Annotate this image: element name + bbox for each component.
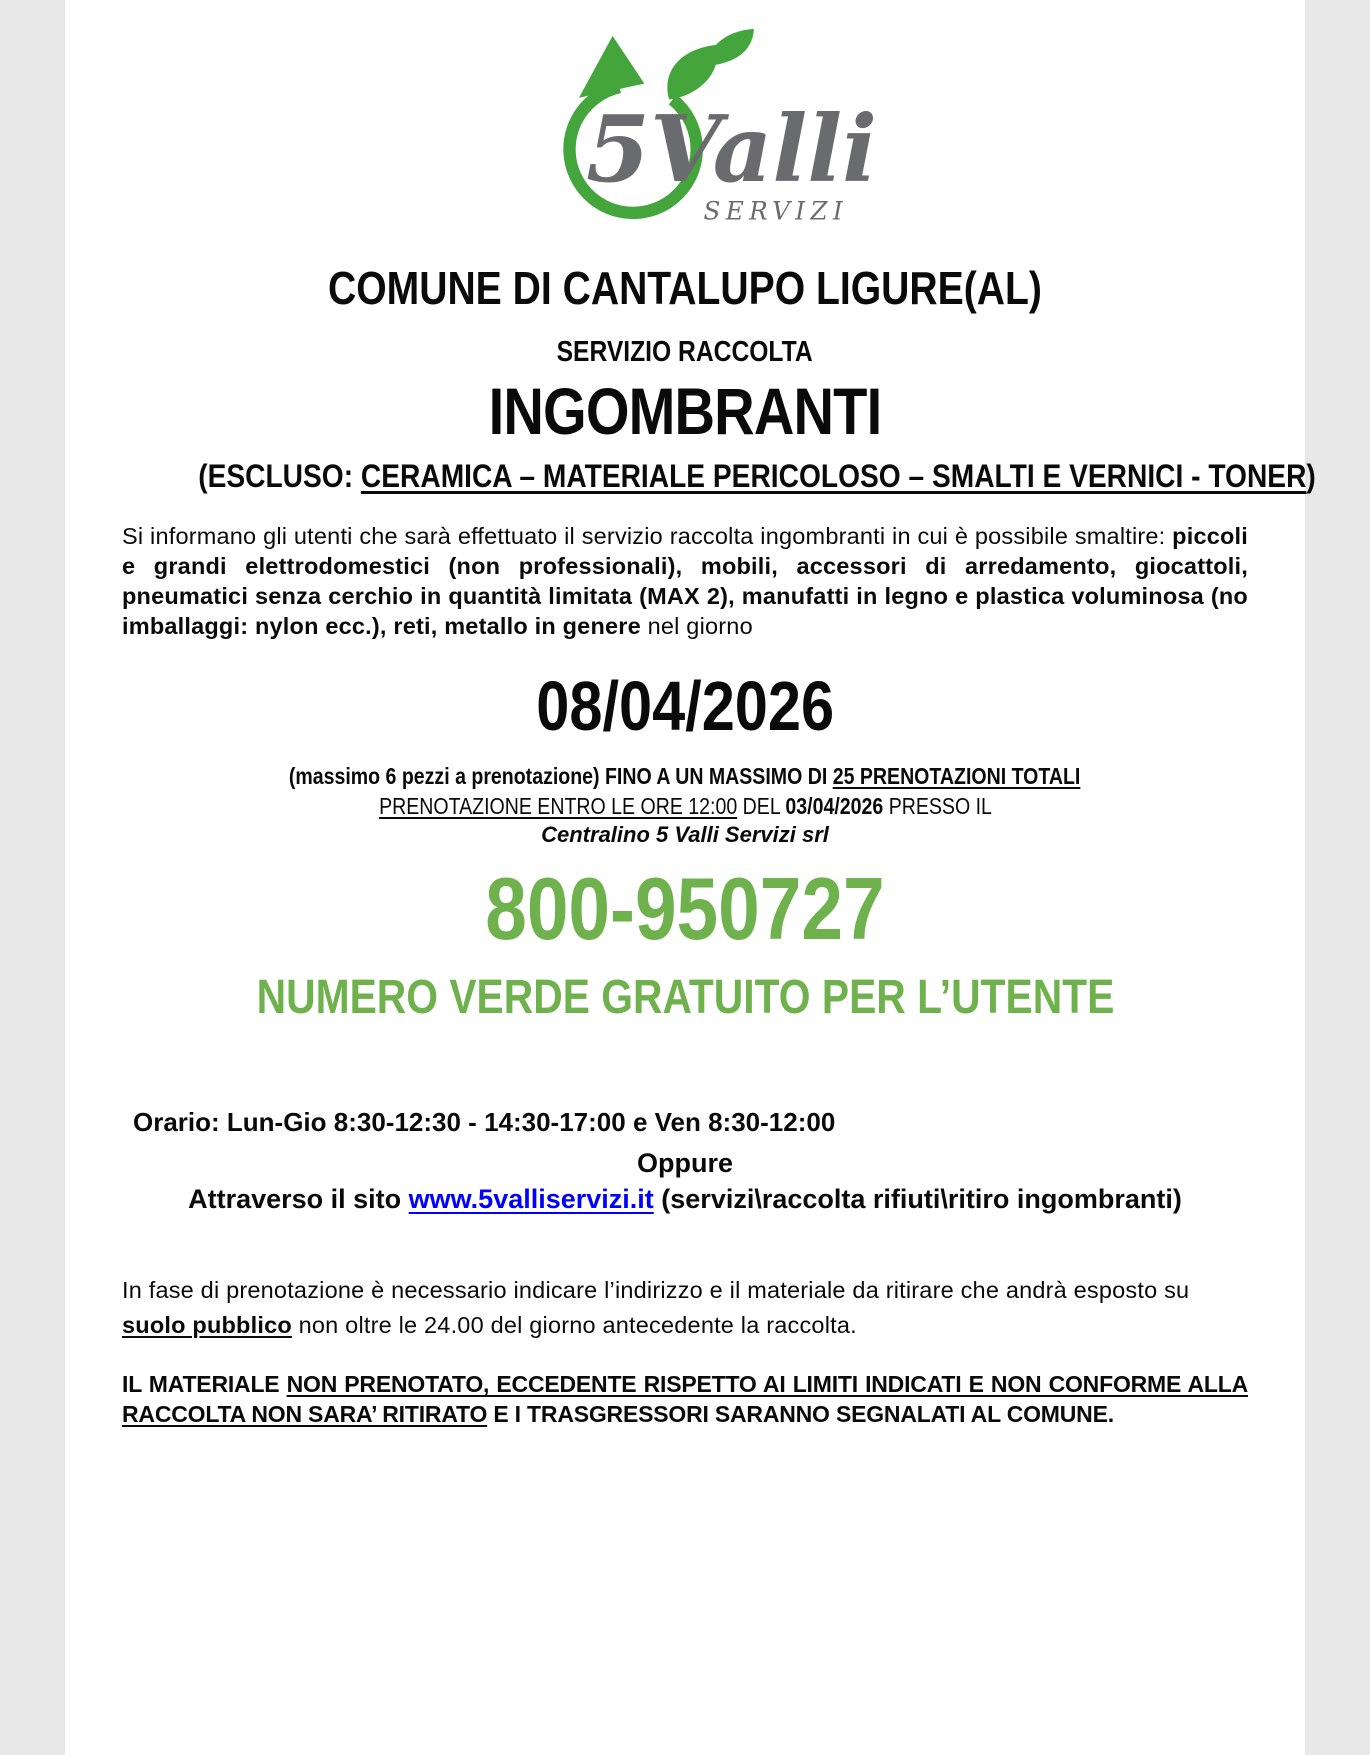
5valli-logo-icon [494, 20, 876, 232]
municipality-title [122, 263, 1248, 314]
booking-deadline-date: 03/04/2026 [784, 792, 883, 819]
excluded-prefix: (ESCLUSO: [198, 457, 361, 494]
collection-date [122, 666, 1248, 745]
excluded-suffix: ) [1306, 457, 1316, 494]
booking-deadline-underlined: PRENOTAZIONE ENTRO LE ORE 12:00 [378, 792, 737, 819]
flyer-page [65, 0, 1316, 1755]
website-line [122, 1181, 1248, 1217]
logo-subtext: SERVIZI [703, 196, 848, 226]
warning-suffix: E I TRASGRESSORI SARANNO SEGNALATI AL COMUNE. [487, 1401, 1114, 1428]
service-type-title [122, 373, 1248, 448]
website-suffix: (servizi\raccolta rifiuti\ritiro ingombranti) [653, 1184, 1182, 1215]
logo [122, 0, 1248, 237]
intro-paragraph [122, 521, 1248, 641]
toll-free-number [122, 858, 1248, 958]
toll-free-number-text: 800-950727 [485, 858, 885, 958]
booking-deadline-suffix: PRESSO IL [882, 792, 992, 819]
booking-operator-line: Centralino 5 Valli Servizi srl [541, 821, 829, 847]
excluded-line-text [198, 458, 1316, 495]
logo-brand-text: 5Valli [586, 94, 878, 203]
booking-deadline-mid: DEL [736, 792, 785, 819]
info-underlined: suolo pubblico [122, 1312, 292, 1339]
website-link[interactable]: www.5valliservizi.it [408, 1184, 654, 1215]
intro-lead: Si informano gli utenti che sarà effettuato il servizio raccolta ingombranti in cui è possibile smaltire: [122, 522, 1173, 549]
booking-limit-line [122, 761, 1248, 791]
website-prefix: Attraverso il sito [188, 1184, 409, 1215]
warning-underlined: NON PRENOTATO, ECCEDENTE RISPETTO AI LIMITI INDICATI E NON CONFORME ALLA RACCOLTA NON SARA’ RITIRATO [122, 1371, 1248, 1428]
info-prefix: In fase di prenotazione è necessario indicare l’indirizzo e il materiale da ritirare che andrà esposto su [122, 1277, 1190, 1304]
booking-limit-prefix: (massimo 6 pezzi a prenotazione) FINO A UN MASSIMO DI [289, 762, 834, 789]
intro-tail: nel giorno [640, 612, 753, 639]
service-label [122, 336, 1248, 369]
warning-paragraph [122, 1369, 1248, 1429]
excluded-underlined: CERAMICA – MATERIALE PERICOLOSO – SMALTI E VERNICI - TONER [360, 457, 1307, 494]
booking-deadline-text [379, 791, 992, 821]
service-type-text: INGOMBRANTI [488, 373, 882, 448]
booking-deadline-line [122, 791, 1248, 821]
intro-bold-items: piccoli e grandi elettrodomestici (non professionali), mobili, accessori di arredamento, giocattoli, pneumatici senza cerchio in quantità limitata (MAX 2), manufatti in legno e plastica voluminosa (no imballaggi: nylon ecc.), reti, metallo in genere [122, 522, 1248, 639]
booking-limit-text [289, 761, 1081, 791]
toll-free-label [122, 970, 1248, 1024]
service-label-text: SERVIZIO RACCOLTA [556, 335, 814, 368]
municipality-title-text: COMUNE DI CANTALUPO LIGURE(AL) [328, 262, 1042, 314]
opening-hours: Orario: Lun-Gio 8:30-12:30 - 14:30-17:00 e Ven 8:30-12:00 [133, 1107, 836, 1138]
arrow-head-icon [579, 36, 644, 98]
or-label: Oppure [636, 1148, 733, 1179]
warning-prefix: IL MATERIALE [122, 1371, 287, 1398]
info-paragraph [122, 1273, 1248, 1343]
toll-free-label-text: NUMERO VERDE GRATUITO PER L’UTENTE [256, 970, 1114, 1024]
booking-limit-underlined: 25 PRENOTAZIONI TOTALI [833, 762, 1081, 789]
excluded-line [122, 457, 1316, 495]
info-suffix: non oltre le 24.00 del giorno antecedente la raccolta. [291, 1312, 857, 1339]
collection-date-text: 08/04/2026 [536, 666, 834, 745]
